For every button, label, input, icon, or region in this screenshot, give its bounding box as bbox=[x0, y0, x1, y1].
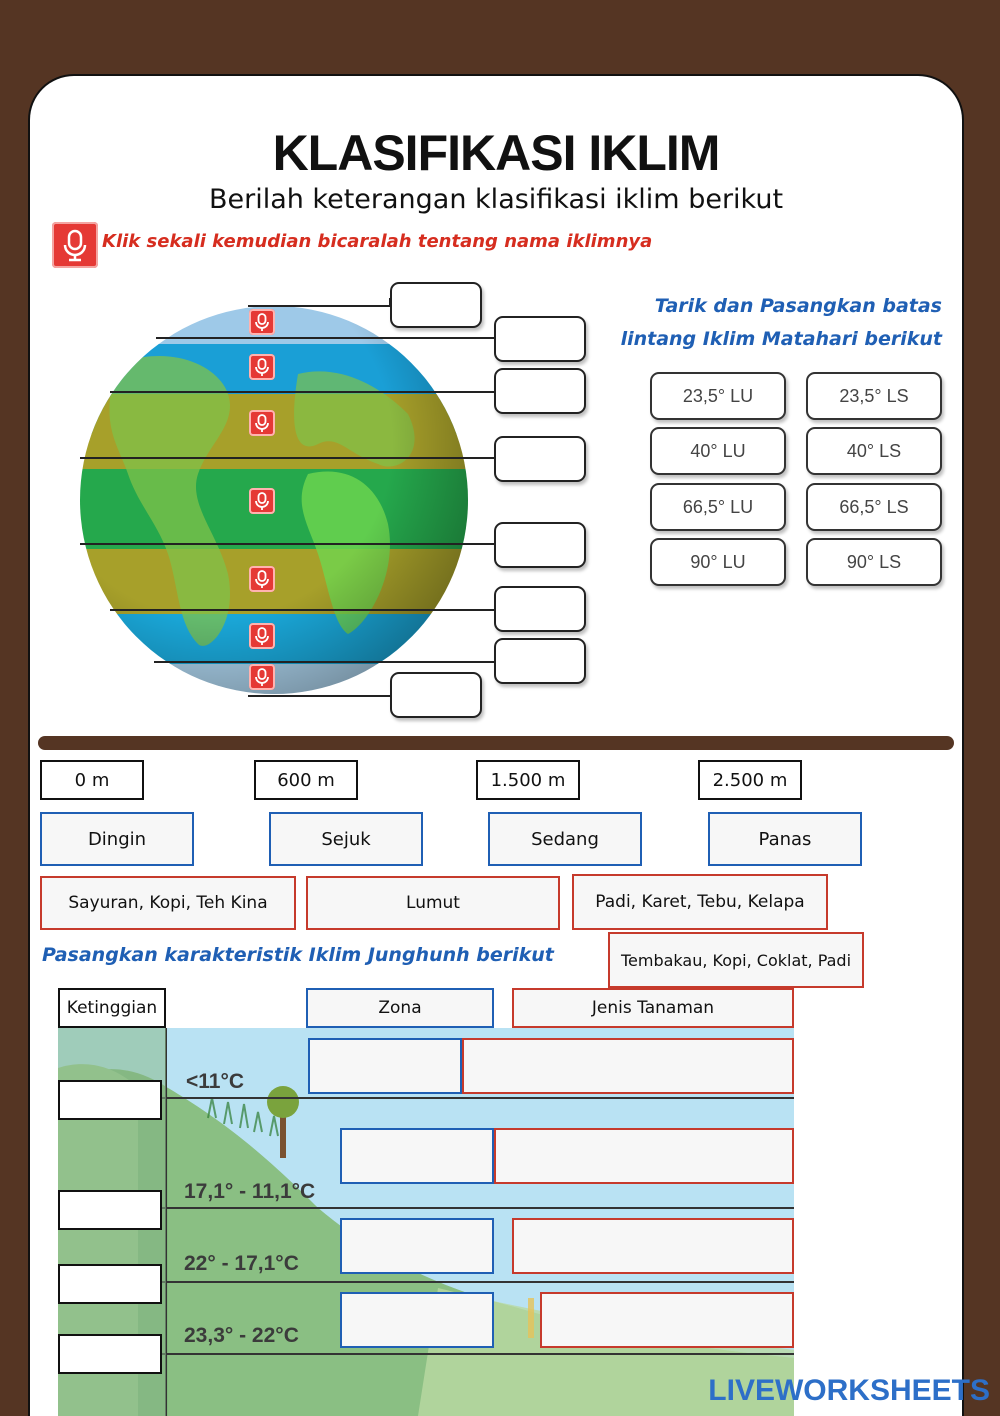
temperature-label: <11°C bbox=[186, 1070, 245, 1093]
microphone-icon[interactable] bbox=[249, 309, 275, 335]
matahari-instruction-line1: Tarik dan Pasangkan batas bbox=[654, 295, 942, 317]
altitude-answer-box[interactable] bbox=[58, 1264, 162, 1304]
zone-option[interactable]: Panas bbox=[708, 812, 862, 866]
brand-logo: LIVEWORKSHEETS bbox=[708, 1374, 990, 1407]
altitude-answer-box[interactable] bbox=[58, 1190, 162, 1230]
zone-option[interactable]: Sedang bbox=[488, 812, 642, 866]
temperature-label: 22° - 17,1°C bbox=[184, 1252, 299, 1275]
latitude-option[interactable]: 66,5° LS bbox=[806, 483, 942, 531]
temperature-label: 23,3° - 22°C bbox=[184, 1324, 299, 1347]
zone-option[interactable]: Sejuk bbox=[269, 812, 423, 866]
latitude-option[interactable]: 66,5° LU bbox=[650, 483, 786, 531]
latitude-answer-box[interactable] bbox=[494, 368, 586, 414]
matahari-instruction-line2: lintang Iklim Matahari berikut bbox=[620, 328, 942, 350]
microphone-icon[interactable] bbox=[249, 566, 275, 592]
zone-answer-box[interactable] bbox=[308, 1038, 462, 1094]
zone-option[interactable]: Dingin bbox=[40, 812, 194, 866]
altitude-option[interactable]: 1.500 m bbox=[476, 760, 580, 800]
zone-answer-box[interactable] bbox=[340, 1292, 494, 1348]
plant-answer-box[interactable] bbox=[494, 1128, 794, 1184]
latitude-answer-box[interactable] bbox=[390, 282, 482, 328]
latitude-answer-box[interactable] bbox=[390, 672, 482, 718]
plant-option[interactable]: Padi, Karet, Tebu, Kelapa bbox=[572, 874, 828, 930]
microphone-icon[interactable] bbox=[249, 488, 275, 514]
plant-option[interactable]: Tembakau, Kopi, Coklat, Padi bbox=[608, 932, 864, 988]
page-subtitle: Berilah keterangan klasifikasi iklim berikut bbox=[208, 184, 784, 215]
altitude-option[interactable]: 2.500 m bbox=[698, 760, 802, 800]
header-altitude: Ketinggian bbox=[58, 988, 166, 1028]
section-divider bbox=[38, 736, 954, 750]
latitude-answer-box[interactable] bbox=[494, 436, 586, 482]
latitude-option[interactable]: 40° LU bbox=[650, 427, 786, 475]
temperature-label: 17,1° - 11,1°C bbox=[184, 1180, 316, 1203]
latitude-option[interactable]: 23,5° LS bbox=[806, 372, 942, 420]
page-title: KLASIFIKASI IKLIM bbox=[272, 125, 720, 181]
plant-option[interactable]: Sayuran, Kopi, Teh Kina bbox=[40, 876, 296, 930]
zone-answer-box[interactable] bbox=[340, 1128, 494, 1184]
junghuhn-instruction: Pasangkan karakteristik Iklim Junghunh berikut bbox=[42, 944, 554, 966]
speak-instruction: Klik sekali kemudian bicaralah tentang nama iklimnya bbox=[102, 231, 653, 252]
header-plant: Jenis Tanaman bbox=[512, 988, 794, 1028]
plant-answer-box[interactable] bbox=[540, 1292, 794, 1348]
latitude-option[interactable]: 90° LS bbox=[806, 538, 942, 586]
plant-option[interactable]: Lumut bbox=[306, 876, 560, 930]
latitude-option[interactable]: 23,5° LU bbox=[650, 372, 786, 420]
microphone-icon[interactable] bbox=[249, 410, 275, 436]
altitude-answer-box[interactable] bbox=[58, 1334, 162, 1374]
latitude-answer-box[interactable] bbox=[494, 316, 586, 362]
plant-answer-box[interactable] bbox=[462, 1038, 794, 1094]
header-zone: Zona bbox=[306, 988, 494, 1028]
latitude-answer-box[interactable] bbox=[494, 586, 586, 632]
latitude-answer-box[interactable] bbox=[494, 522, 586, 568]
worksheet-page bbox=[28, 74, 964, 1416]
microphone-icon[interactable] bbox=[249, 664, 275, 690]
latitude-option[interactable]: 40° LS bbox=[806, 427, 942, 475]
altitude-answer-box[interactable] bbox=[58, 1080, 162, 1120]
latitude-option[interactable]: 90° LU bbox=[650, 538, 786, 586]
microphone-icon[interactable] bbox=[249, 623, 275, 649]
zone-answer-box[interactable] bbox=[340, 1218, 494, 1274]
latitude-answer-box[interactable] bbox=[494, 638, 586, 684]
altitude-option[interactable]: 0 m bbox=[40, 760, 144, 800]
microphone-icon[interactable] bbox=[249, 354, 275, 380]
matahari-instruction bbox=[621, 290, 942, 356]
plant-answer-box[interactable] bbox=[512, 1218, 794, 1274]
altitude-option[interactable]: 600 m bbox=[254, 760, 358, 800]
